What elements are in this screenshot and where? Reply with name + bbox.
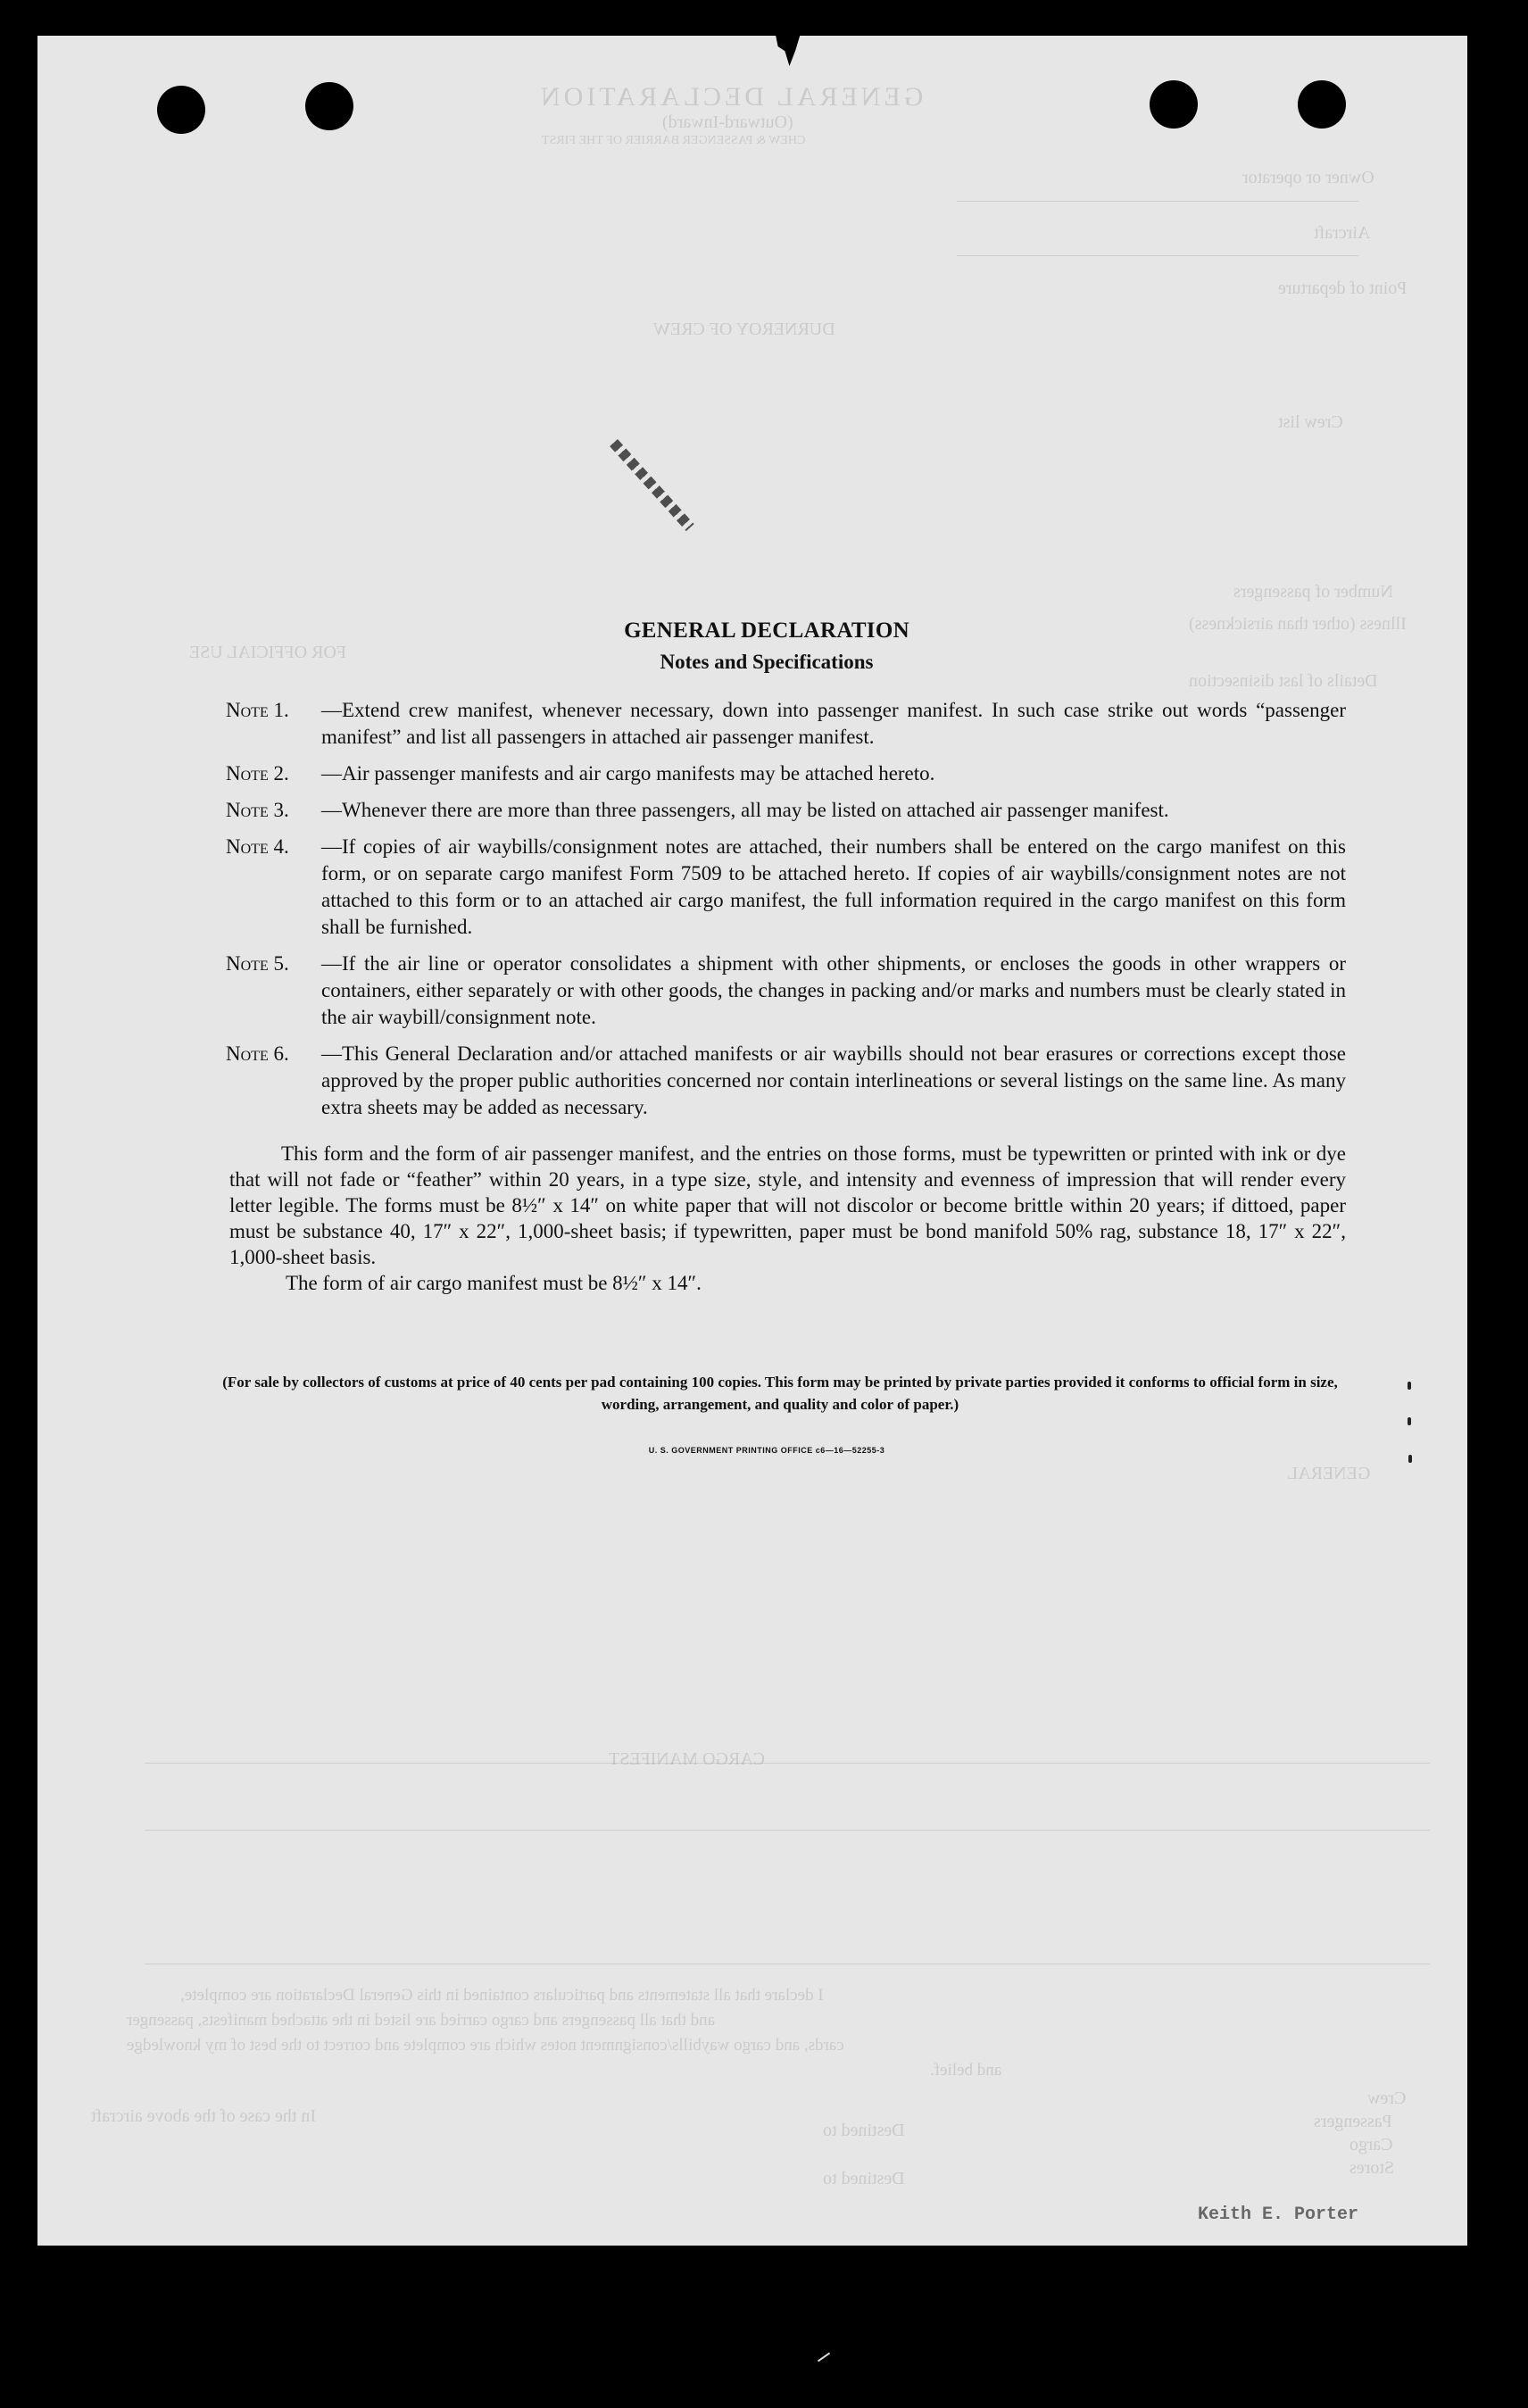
bleed-through-line: Destined to — [823, 2121, 905, 2140]
bleed-through-heading: GENERAL DECLARATION — [537, 82, 924, 112]
margin-tick — [1408, 1455, 1412, 1463]
punch-hole-1 — [157, 86, 205, 134]
note-4 — [187, 834, 1346, 941]
bleed-through-line: Destined to — [823, 2169, 905, 2188]
bleed-through-rule — [957, 255, 1358, 256]
bleed-through-line: and that all passengers and cargo carried are listed in the attached manifests, passenger — [127, 2011, 716, 2030]
bleed-through-line: (Outward-Inward) — [662, 112, 793, 132]
note-label: Note 3. — [226, 799, 289, 821]
bleed-through-line: GENERAL — [1287, 1464, 1371, 1483]
note-label: Note 6. — [226, 1042, 289, 1065]
bleed-through-line: and belief. — [930, 2061, 1002, 2080]
bleed-through-line: Stores — [1349, 2158, 1394, 2178]
bleed-through-line: I declare that all statements and particulars contained in this General Declaration are complete, — [180, 1986, 824, 2005]
note-label: Note 4. — [226, 835, 289, 858]
printer-imprint: U. S. GOVERNMENT PRINTING OFFICE c6—16—52255-3 — [648, 1446, 885, 1455]
note-text: —If the air line or operator consolidates a shipment with other shipments, or encloses the goods in other wrappers or containers, either separately or with other goods, the changes in packing and/or marks and numbers must be clearly stated in the air waybill/consignment note. — [321, 952, 1346, 1028]
bleed-through-line: CARGO MANIFEST — [609, 1749, 766, 1769]
bleed-through-line: Aircraft — [1314, 223, 1371, 243]
bleed-through-line: Illness (other than airsickness) — [1189, 614, 1407, 634]
note-1 — [187, 697, 1346, 751]
bleed-through-line: FOR OFFICIAL USE — [189, 643, 346, 662]
bleed-through-typed: Keith E. Porter — [1198, 2205, 1359, 2225]
note-label: Note 2. — [226, 762, 289, 785]
note-label: Note 1. — [226, 699, 289, 721]
bleed-through-line: Number of passengers — [1233, 582, 1393, 602]
declaration-notes — [187, 619, 1346, 1455]
cargo-manifest-size-line: The form of air cargo manifest must be 8½″ x 14″. — [286, 1272, 702, 1294]
bleed-through-line: DURNEROY OF CREW — [653, 320, 835, 339]
bleed-through-line: cards, and cargo waybills/consignment notes which are complete and correct to the best of my knowledge — [127, 2036, 844, 2055]
note-label: Note 5. — [226, 952, 289, 975]
note-6 — [187, 1041, 1346, 1121]
bleed-through-line: Crew list — [1278, 412, 1343, 432]
note-5 — [187, 951, 1346, 1031]
stamp-mark — [610, 439, 694, 531]
bleed-through-line: Crew — [1367, 2088, 1407, 2108]
bleed-through-line: CHEW & PASSENGER BARRIER OF THE FIRST — [542, 134, 806, 147]
bleed-through-rule — [957, 201, 1358, 202]
punch-hole-3 — [1150, 80, 1198, 129]
note-text: —Extend crew manifest, whenever necessary, down into passenger manifest. In such case strike out words “passenger manifest” and list all passengers in attached air passenger manifest. — [321, 699, 1346, 748]
note-2 — [187, 760, 1346, 787]
bleed-through-line: Cargo — [1349, 2135, 1393, 2155]
torn-edge — [775, 36, 801, 66]
punch-hole-4 — [1298, 80, 1346, 129]
bleed-through-line: Owner or operator — [1242, 168, 1374, 187]
note-text: —Whenever there are more than three passengers, all may be listed on attached air passenger manifest. — [321, 799, 1169, 821]
bleed-through-line: Details of last disinsection — [1189, 671, 1378, 691]
punch-hole-2 — [305, 82, 353, 130]
bleed-through-line: In the case of the above aircraft — [91, 2106, 317, 2126]
page-title: GENERAL DECLARATION — [624, 619, 909, 643]
bleed-through-rule — [145, 1763, 1430, 1764]
note-3 — [187, 797, 1346, 824]
note-text: —This General Declaration and/or attached manifests or air waybills should not bear erasures or corrections except those approved by the proper public authorities concerned nor contain interlineations or several listings on the same line. As many extra sheets may be added as necessary. — [321, 1042, 1346, 1118]
bleed-through-rule — [145, 1830, 1430, 1831]
scan-artifact — [818, 2353, 830, 2362]
form-requirements-paragraph: This form and the form of air passenger manifest, and the entries on those forms, must be typewritten or printed with ink or dye that will not fade or “feather” within 20 years, in a type size, style, and intensity and evenness of impression that will render every letter legible. The forms must be 8½″ x 14″ on white paper that will not discolor or become brittle within 20 years; if dittoed, paper must be substance 40, 17″ x 22″, 1,000-sheet basis; if typewritten, paper must be bond manifold 50% rag, substance 18, 17″ x 22″, 1,000-sheet basis. — [229, 1142, 1346, 1268]
note-text: —If copies of air waybills/consignment notes are attached, their numbers shall be entered on the cargo manifest on this form, or on separate cargo manifest Form 7509 to be attached hereto. If copies of air waybills/consignment notes are not attached to this form or to an attached air cargo manifest, the full information required in the cargo manifest on this form shall be furnished. — [321, 835, 1346, 938]
margin-tick — [1408, 1382, 1411, 1390]
sale-note: (For sale by collectors of customs at price of 40 cents per pad containing 100 copies. This form may be printed by private parties provided it conforms to official form in size, wording, arrangement, and quality and color of paper.) — [222, 1374, 1338, 1413]
page-subtitle: Notes and Specifications — [660, 651, 874, 673]
bleed-through-line: Passengers — [1314, 2112, 1392, 2131]
bleed-through-line: Point of departure — [1278, 278, 1408, 298]
margin-tick — [1408, 1417, 1411, 1425]
note-text: —Air passenger manifests and air cargo manifests may be attached hereto. — [321, 762, 935, 785]
